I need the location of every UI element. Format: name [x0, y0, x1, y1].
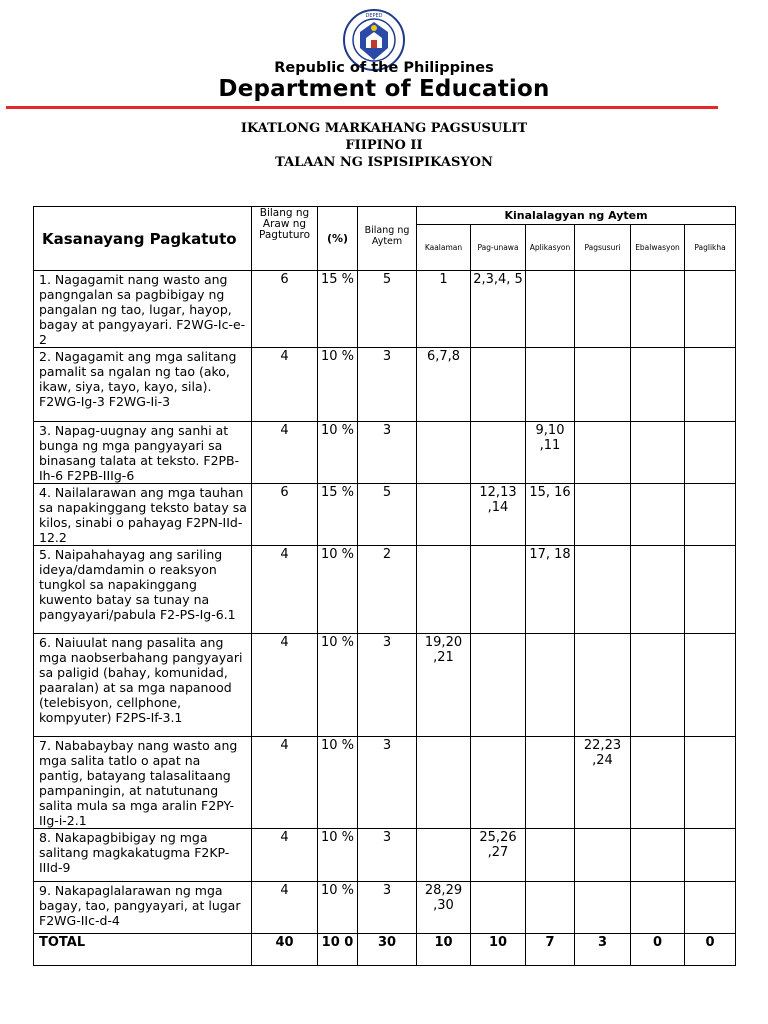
- items-cell: 5: [358, 484, 417, 546]
- header-days: Bilang ng Araw ng Pagtuturo: [252, 207, 318, 271]
- pagunawa-cell: [471, 348, 526, 422]
- pagunawa-cell: 25,26 ,27: [471, 829, 526, 882]
- ebalwasyon-cell: [631, 484, 685, 546]
- aplikasyon-cell: [526, 829, 575, 882]
- days-cell: 4: [252, 829, 318, 882]
- pagunawa-cell: [471, 737, 526, 829]
- total-days: 40: [252, 934, 318, 966]
- paglikha-cell: [685, 348, 736, 422]
- subject-title: FIIPINO II: [345, 138, 423, 153]
- republic-heading: Republic of the Philippines: [274, 60, 494, 76]
- total-kaalaman: 10: [417, 934, 471, 966]
- items-cell: 3: [358, 882, 417, 934]
- competency-cell: 1. Nagagamit nang wasto ang pangngalan sa pagbibigay ng pangalan ng tao, lugar, hayop, bagay at pangyayari. F2WG-Ic-e-2: [34, 271, 252, 348]
- percent-cell: 10 %: [318, 829, 358, 882]
- header-pagsusuri: Pagsusuri: [575, 225, 631, 271]
- aplikasyon-cell: [526, 882, 575, 934]
- items-cell: 3: [358, 634, 417, 737]
- paglikha-cell: [685, 422, 736, 484]
- days-cell: 4: [252, 422, 318, 484]
- table-row: [34, 348, 736, 422]
- table-title: TALAAN NG ISPISIPIKASYON: [275, 155, 493, 170]
- ebalwasyon-cell: [631, 422, 685, 484]
- pagsusuri-cell: [575, 271, 631, 348]
- paglikha-cell: [685, 546, 736, 634]
- header-ebalwasyon: Ebalwasyon: [631, 225, 685, 271]
- total-row: [34, 934, 736, 966]
- percent-cell: 10 %: [318, 634, 358, 737]
- items-cell: 3: [358, 829, 417, 882]
- header-kaalaman: Kaalaman: [417, 225, 471, 271]
- pagsusuri-cell: [575, 348, 631, 422]
- competency-cell: 5. Naipahahayag ang sariling ideya/damdamin o reaksyon tungkol sa napakinggang kuwento batay sa tunay na pangyayari/pabula F2-PS-Ig-6.1: [34, 546, 252, 634]
- header-divider: [6, 106, 718, 109]
- table-row: [34, 882, 736, 934]
- kaalaman-cell: [417, 546, 471, 634]
- items-cell: 3: [358, 422, 417, 484]
- percent-cell: 15 %: [318, 484, 358, 546]
- percent-cell: 10 %: [318, 348, 358, 422]
- paglikha-cell: [685, 882, 736, 934]
- kaalaman-cell: 28,29 ,30: [417, 882, 471, 934]
- days-cell: 4: [252, 737, 318, 829]
- total-paglikha: 0: [685, 934, 736, 966]
- kaalaman-cell: [417, 829, 471, 882]
- percent-cell: 10 %: [318, 422, 358, 484]
- pagunawa-cell: 2,3,4, 5: [471, 271, 526, 348]
- ebalwasyon-cell: [631, 829, 685, 882]
- department-heading: Department of Education: [218, 76, 550, 102]
- table-row: [34, 737, 736, 829]
- ebalwasyon-cell: [631, 546, 685, 634]
- header-percent: (%): [318, 207, 358, 271]
- paglikha-cell: [685, 829, 736, 882]
- table-row: [34, 484, 736, 546]
- total-aplikasyon: 7: [526, 934, 575, 966]
- table-row: [34, 422, 736, 484]
- pagsusuri-cell: [575, 829, 631, 882]
- header-placement: Kinalalagyan ng Aytem: [417, 207, 736, 225]
- total-ebalwasyon: 0: [631, 934, 685, 966]
- pagunawa-cell: [471, 546, 526, 634]
- aplikasyon-cell: [526, 737, 575, 829]
- competency-cell: 4. Nailalarawan ang mga tauhan sa napakinggang teksto batay sa kilos, sinabi o pahayag F2PN-IId-12.2: [34, 484, 252, 546]
- competency-cell: 9. Nakapaglalarawan ng mga bagay, tao, pangyayari, at lugar F2WG-IIc-d-4: [34, 882, 252, 934]
- competency-cell: 3. Napag-uugnay ang sanhi at bunga ng mga pangyayari sa binasang talata at teksto. F2PB-Ih-6 F2PB-IIIg-6: [34, 422, 252, 484]
- paglikha-cell: [685, 737, 736, 829]
- header-aplikasyon: Aplikasyon: [526, 225, 575, 271]
- pagsusuri-cell: [575, 882, 631, 934]
- total-percent: 10 0: [318, 934, 358, 966]
- items-cell: 5: [358, 271, 417, 348]
- percent-cell: 10 %: [318, 882, 358, 934]
- aplikasyon-cell: [526, 271, 575, 348]
- kaalaman-cell: 6,7,8: [417, 348, 471, 422]
- aplikasyon-cell: 15, 16: [526, 484, 575, 546]
- pagsusuri-cell: [575, 484, 631, 546]
- aplikasyon-cell: 17, 18: [526, 546, 575, 634]
- kaalaman-cell: [417, 422, 471, 484]
- pagsusuri-cell: 22,23 ,24: [575, 737, 631, 829]
- competency-cell: 2. Nagagamit ang mga salitang pamalit sa ngalan ng tao (ako, ikaw, siya, tayo, kayo, sila). F2WG-Ig-3 F2WG-Ii-3: [34, 348, 252, 422]
- pagsusuri-cell: [575, 634, 631, 737]
- ebalwasyon-cell: [631, 882, 685, 934]
- days-cell: 6: [252, 484, 318, 546]
- aplikasyon-cell: [526, 634, 575, 737]
- pagunawa-cell: [471, 634, 526, 737]
- pagunawa-cell: [471, 422, 526, 484]
- table-row: [34, 829, 736, 882]
- aplikasyon-cell: 9,10 ,11: [526, 422, 575, 484]
- days-cell: 4: [252, 348, 318, 422]
- items-cell: 2: [358, 546, 417, 634]
- paglikha-cell: [685, 271, 736, 348]
- percent-cell: 10 %: [318, 546, 358, 634]
- document-titles: [0, 120, 768, 171]
- header-pagunawa: Pag-unawa: [471, 225, 526, 271]
- table-row: [34, 634, 736, 737]
- items-cell: 3: [358, 348, 417, 422]
- kaalaman-cell: [417, 737, 471, 829]
- header-paglikha: Paglikha: [685, 225, 736, 271]
- specification-table: [33, 206, 736, 966]
- pagunawa-cell: [471, 882, 526, 934]
- pagunawa-cell: 12,13 ,14: [471, 484, 526, 546]
- ebalwasyon-cell: [631, 348, 685, 422]
- total-pagunawa: 10: [471, 934, 526, 966]
- competency-cell: 6. Naiuulat nang pasalita ang mga naobserbahang pangyayari sa paligid (bahay, komunidad, paaralan) at sa mga napanood (telebisyon, cellphone, kompyuter) F2PS-If-3.1: [34, 634, 252, 737]
- percent-cell: 15 %: [318, 271, 358, 348]
- pagsusuri-cell: [575, 422, 631, 484]
- table-row: [34, 271, 736, 348]
- exam-title: IKATLONG MARKAHANG PAGSUSULIT: [240, 121, 528, 136]
- competency-cell: 7. Nababaybay nang wasto ang mga salita tatlo o apat na pantig, batayang talasalitaang pampaningin, at natutunang salita mula sa mga aralin F2PY-IIg-i-2.1: [34, 737, 252, 829]
- total-pagsusuri: 3: [575, 934, 631, 966]
- competency-cell: 8. Nakapagbibigay ng mga salitang magkakatugma F2KP-IIId-9: [34, 829, 252, 882]
- days-cell: 4: [252, 634, 318, 737]
- days-cell: 4: [252, 882, 318, 934]
- aplikasyon-cell: [526, 348, 575, 422]
- total-label: TOTAL: [34, 934, 252, 966]
- ebalwasyon-cell: [631, 737, 685, 829]
- percent-cell: 10 %: [318, 737, 358, 829]
- items-cell: 3: [358, 737, 417, 829]
- days-cell: 4: [252, 546, 318, 634]
- total-items: 30: [358, 934, 417, 966]
- kaalaman-cell: 19,20 ,21: [417, 634, 471, 737]
- ebalwasyon-cell: [631, 271, 685, 348]
- header-competency: Kasanayang Pagkatuto: [34, 207, 252, 271]
- ebalwasyon-cell: [631, 634, 685, 737]
- header-items: Bilang ng Aytem: [358, 207, 417, 271]
- kaalaman-cell: [417, 484, 471, 546]
- paglikha-cell: [685, 484, 736, 546]
- kaalaman-cell: 1: [417, 271, 471, 348]
- svg-text:DEPED: DEPED: [365, 13, 383, 19]
- pagsusuri-cell: [575, 546, 631, 634]
- days-cell: 6: [252, 271, 318, 348]
- paglikha-cell: [685, 634, 736, 737]
- table-row: [34, 546, 736, 634]
